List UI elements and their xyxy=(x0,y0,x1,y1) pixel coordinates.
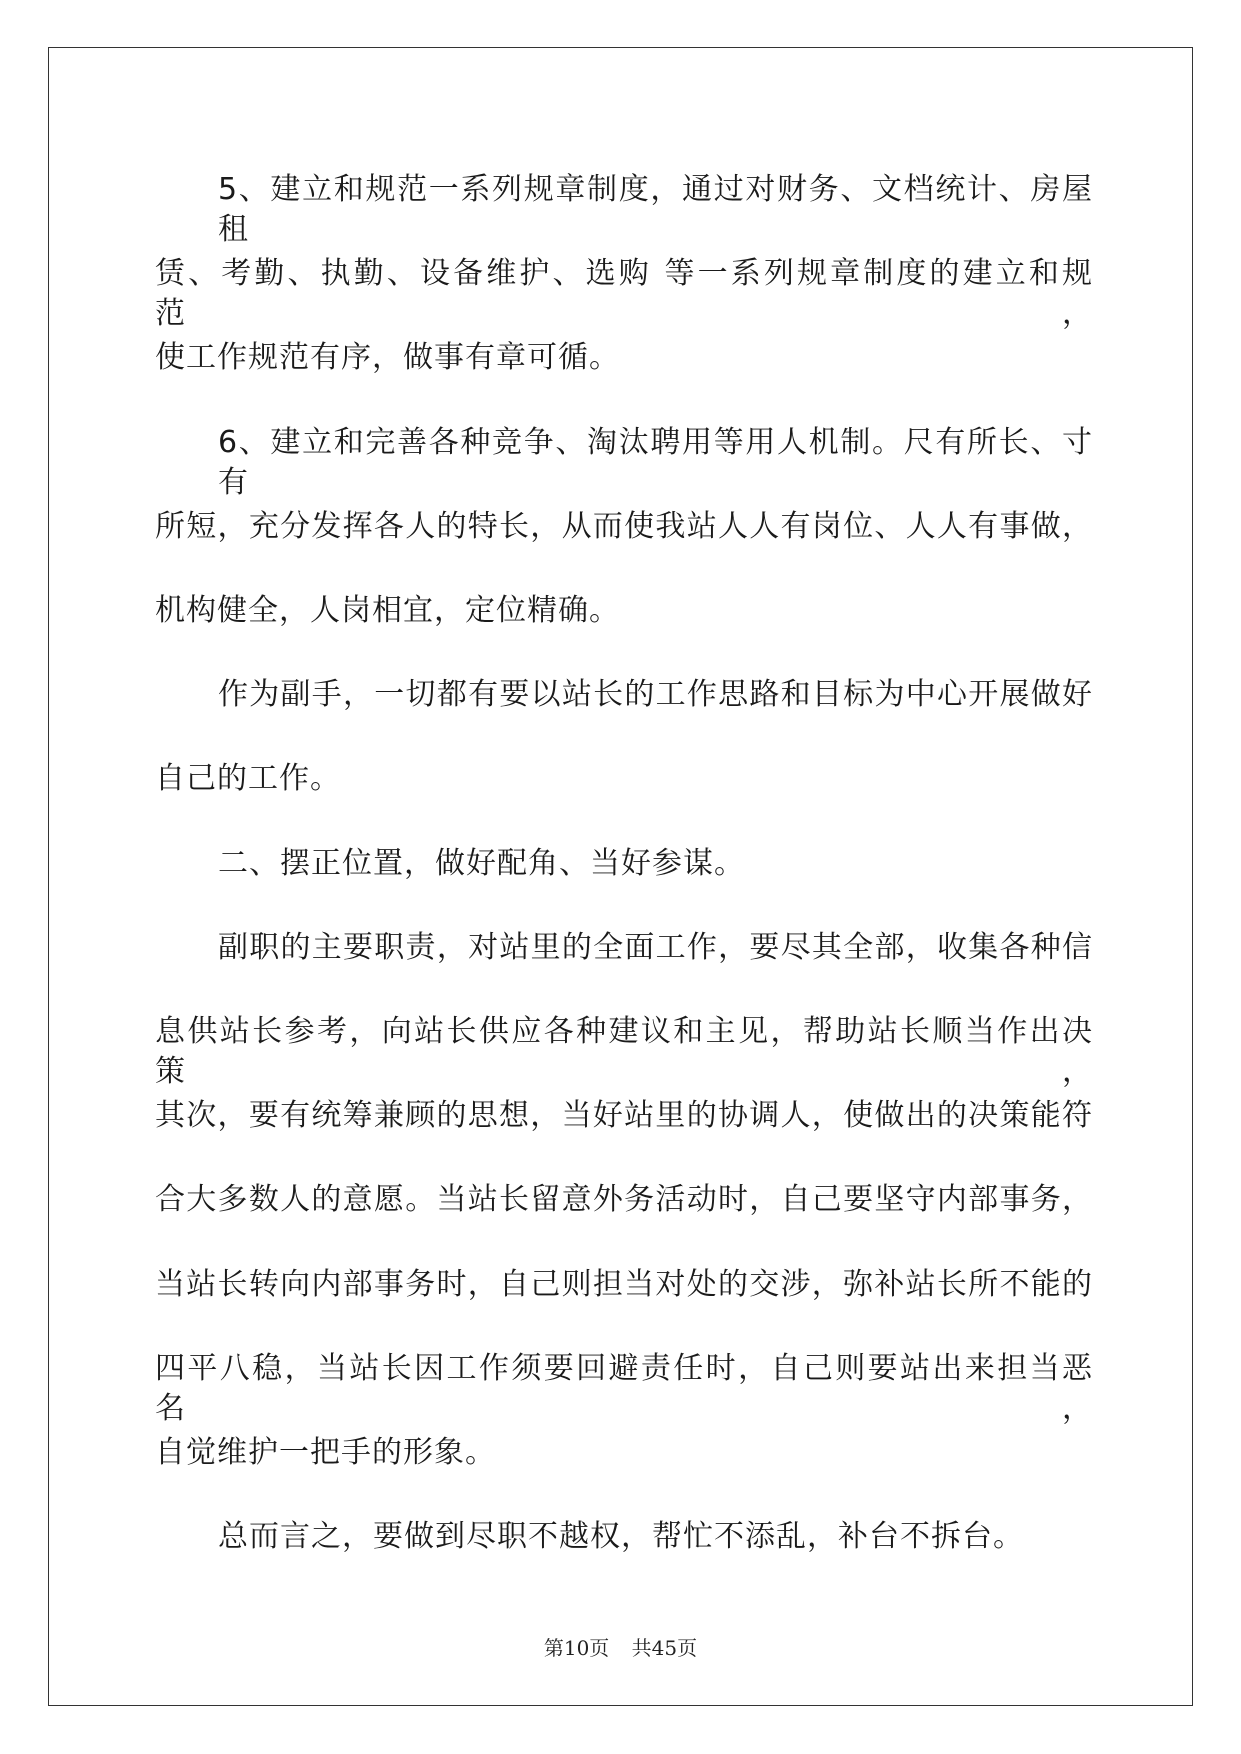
page-footer xyxy=(0,1633,1241,1663)
paragraph-line: 作为副手，一切都有要以站长的工作思路和目标为中心开展做好 xyxy=(218,677,1093,712)
paragraph-line: 当站长转向内部事务时，自己则担当对处的交涉，弥补站长所不能的 xyxy=(155,1267,1093,1302)
paragraph-line: 其次，要有统筹兼顾的思想，当好站里的协调人，使做出的决策能符 xyxy=(155,1098,1093,1133)
paragraph-line: 自己的工作。 xyxy=(155,761,341,796)
paragraph-line: 6、建立和完善各种竞争、淘汰聘用等用人机制。尺有所长、寸有 xyxy=(218,425,1093,500)
paragraph-line: 合大多数人的意愿。当站长留意外务活动时，自己要坚守内部事务， xyxy=(155,1182,1093,1217)
paragraph-line: 副职的主要职责，对站里的全面工作，要尽其全部，收集各种信 xyxy=(218,930,1093,965)
paragraph-line: 赁、考勤、执勤、设备维护、选购 等一系列规章制度的建立和规范， xyxy=(155,256,1093,331)
paragraph-line: 四平八稳，当站长因工作须要回避责任时，自己则要站出来担当恶名， xyxy=(155,1351,1093,1426)
paragraph-line: 自觉维护一把手的形象。 xyxy=(155,1435,496,1470)
paragraph-line: 5、建立和规范一系列规章制度，通过对财务、文档统计、房屋租 xyxy=(218,172,1093,247)
paragraph-line: 息供站长参考，向站长供应各种建议和主见，帮助站长顺当作出决策， xyxy=(155,1014,1093,1089)
paragraph-line: 总而言之，要做到尽职不越权，帮忙不添乱，补台不拆台。 xyxy=(218,1519,1024,1554)
paragraph-line: 所短，充分发挥各人的特长，从而使我站人人有岗位、人人有事做， xyxy=(155,509,1093,544)
page-number: 第10页 xyxy=(543,1636,610,1660)
paragraph-line: 机构健全，人岗相宜，定位精确。 xyxy=(155,593,620,628)
paragraph-line: 二、摆正位置，做好配角、当好参谋。 xyxy=(218,846,745,881)
paragraph-line: 使工作规范有序，做事有章可循。 xyxy=(155,340,620,375)
page-total: 共45页 xyxy=(631,1636,698,1660)
